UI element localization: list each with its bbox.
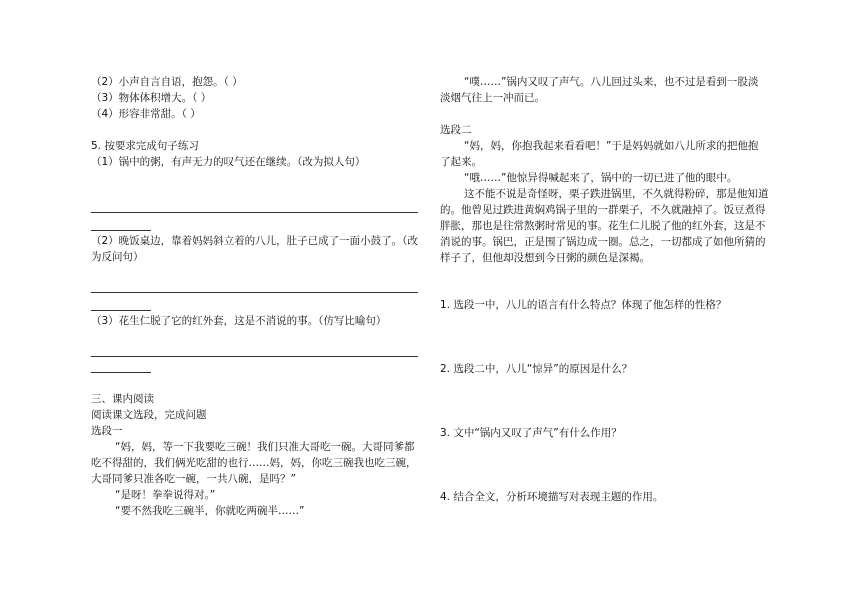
excerpt1-cont-line: 淡烟气往上一冲而已。	[440, 92, 545, 104]
answer-line-2[interactable]	[91, 292, 418, 293]
answer-line-2-cont[interactable]	[91, 310, 151, 311]
excerpt1-line: “妈，妈，等一下我要吃三碗！我们只准大哥吃一碗。大哥同爹都	[115, 441, 415, 453]
question-4: 4. 结合全文，分析环境描写对表现主题的作用。	[440, 491, 664, 503]
excerpt2-line: 样子了，但他却没想到今日粥的颜色是深褐。	[440, 252, 650, 264]
excerpt2-line: 消说的事。锅巴，正是围了锅边成一圈。总之，一切都成了如他所猜的	[440, 236, 766, 248]
excerpt1-line: “是呀！拳拳说得对。”	[115, 489, 216, 501]
excerpt2-line: 的。他曾见过跌进黄焖鸡锅子里的一群栗子，不久就融掉了。饭豆煮得	[440, 204, 766, 216]
excerpt2-line: 了起来。	[440, 156, 482, 168]
excerpt2-line: “哦……”他惊异得喊起来了，锅中的一切已进了他的眼中。	[464, 172, 738, 184]
section-instruction: 阅读课文选段，完成问题	[91, 409, 207, 421]
section-title: 三、课内阅读	[91, 393, 154, 405]
excerpt2-line: 这不能不说是奇怪呀，栗子跌进锅里，不久就得粉碎，那是他知道	[464, 188, 769, 200]
answer-line-3-cont[interactable]	[91, 372, 151, 373]
excerpt1-cont-line: “噗……”锅内又叹了声气。八儿回过头来，也不过是看到一股淡	[464, 76, 759, 88]
q5-3-prompt: （3）花生仁脱了它的红外套，这是不消说的事。（仿写比喻句）	[91, 315, 387, 327]
excerpt1-line: “要不然我吃三碗半，你就吃两碗半……”	[115, 505, 305, 517]
q4-item-2: （2）小声自言自语，抱怨。（ ）	[91, 76, 243, 88]
q4-item-4: （4）形容非常甜。（ ）	[91, 108, 201, 120]
excerpt1-label: 选段一	[91, 425, 123, 437]
excerpt2-line: “妈，妈，你抱我起来看看吧！”于是妈妈就如八儿所求的把他抱	[464, 140, 759, 152]
answer-line-1[interactable]	[91, 212, 418, 213]
q5-2-prompt: （2）晚饭桌边，靠着妈妈斜立着的八儿，肚子已成了一面小鼓了。（改	[91, 235, 418, 247]
answer-line-3[interactable]	[91, 356, 418, 357]
q5-1-prompt: （1）锅中的粥，有声无力的叹气还在继续。（改为拟人句）	[91, 156, 366, 168]
q5-2-prompt-cont: 为反问句）	[91, 251, 144, 263]
q5-title: 5. 按要求完成句子练习	[91, 140, 199, 152]
q4-item-3: （3）物体体积增大。（ ）	[91, 92, 212, 104]
question-3: 3. 文中“锅内又叹了声气”有什么作用？	[440, 427, 622, 439]
answer-line-1-cont[interactable]	[91, 230, 151, 231]
excerpt2-label: 选段二	[440, 124, 472, 136]
excerpt2-line: 胖胀，那也是往常熬粥时常见的事。花生仁儿脱了他的红外套，这是不	[440, 220, 766, 232]
excerpt1-line: 吃不得甜的，我们俩光吃甜的也行……妈，妈，你吃三碗我也吃三碗，	[91, 457, 417, 469]
excerpt1-line: 大哥同爹只准各吃一碗，一共八碗，是吗？”	[91, 473, 296, 485]
question-1: 1. 选段一中，八儿的语言有什么特点？体现了他怎样的性格？	[440, 299, 727, 311]
question-2: 2. 选段二中，八儿“惊异”的原因是什么？	[440, 363, 633, 375]
